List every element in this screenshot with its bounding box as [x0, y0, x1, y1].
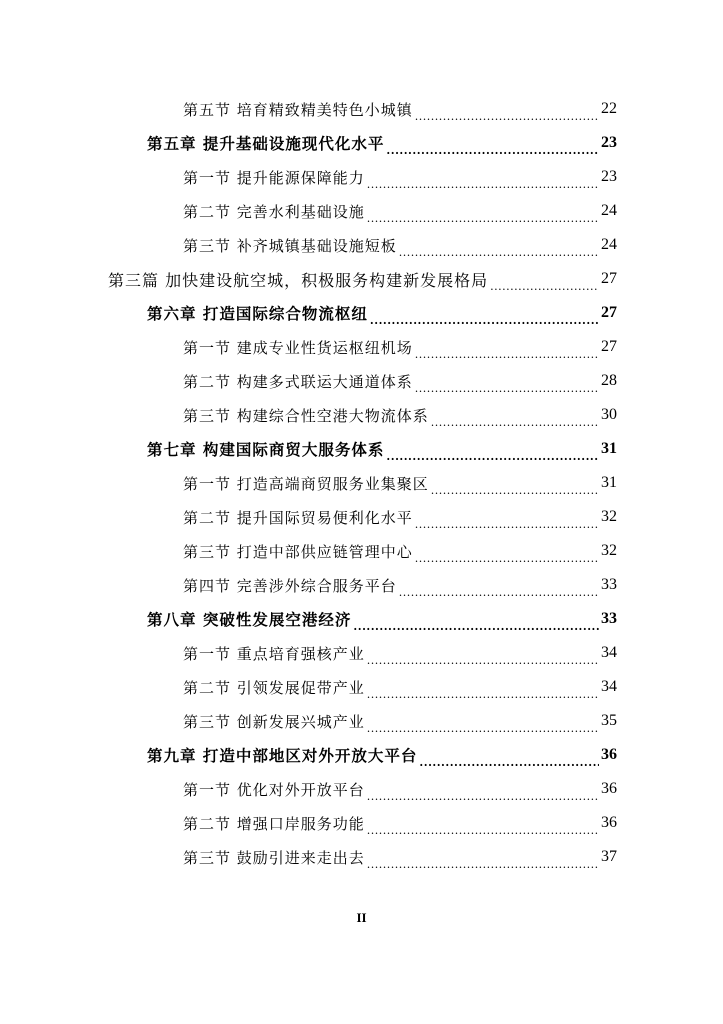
toc-entry[interactable] [147, 738, 617, 772]
toc-row [0, 534, 723, 568]
toc-entry[interactable] [183, 364, 617, 398]
toc-row [0, 296, 723, 330]
dot-leader [431, 422, 599, 432]
toc-entry-page: 23 [601, 134, 617, 151]
dot-leader [367, 660, 599, 670]
page-number: II [356, 910, 367, 925]
toc-entry-page: 28 [601, 372, 617, 389]
toc-entry[interactable] [183, 534, 617, 568]
dot-leader [386, 456, 599, 466]
toc-entry-title: 第二节 提升国际贸易便利化水平 [183, 508, 413, 527]
dot-leader [370, 320, 599, 330]
dot-leader [386, 150, 599, 160]
toc-entry-title: 第九章 打造中部地区对外开放大平台 [147, 746, 418, 765]
toc-entry-page: 33 [601, 610, 617, 627]
toc-entry-title: 第二节 增强口岸服务功能 [183, 814, 365, 833]
toc-entry-page: 32 [601, 508, 617, 525]
dot-leader [367, 864, 599, 874]
toc-entry-title: 第三篇 加快建设航空城，积极服务构建新发展格局 [108, 270, 489, 290]
toc-entry[interactable] [183, 636, 617, 670]
toc-entry-page: 31 [601, 440, 617, 457]
toc-row [0, 500, 723, 534]
toc-entry-page: 36 [601, 814, 617, 831]
toc-entry[interactable] [147, 296, 617, 330]
toc-entry-page: 33 [601, 576, 617, 593]
toc-entry-title: 第二节 构建多式联运大通道体系 [183, 372, 413, 391]
toc-entry[interactable] [183, 194, 617, 228]
toc-row [0, 194, 723, 228]
toc-entry-page: 36 [601, 780, 617, 797]
toc-entry-page: 34 [601, 678, 617, 695]
toc-entry-page: 27 [601, 270, 617, 287]
dot-leader [367, 830, 599, 840]
dot-leader [367, 796, 599, 806]
toc-entry[interactable] [183, 568, 617, 602]
toc-row [0, 738, 723, 772]
toc-row [0, 398, 723, 432]
toc-row [0, 568, 723, 602]
toc-row [0, 330, 723, 364]
toc-entry[interactable] [183, 92, 617, 126]
toc-entry[interactable] [183, 670, 617, 704]
toc-entry-title: 第三节 补齐城镇基础设施短板 [183, 236, 397, 255]
table-of-contents [0, 92, 723, 874]
toc-entry[interactable] [147, 432, 617, 466]
toc-row [0, 466, 723, 500]
toc-entry-page: 27 [601, 338, 617, 355]
dot-leader [399, 252, 599, 262]
toc-entry-page: 36 [601, 746, 617, 763]
toc-entry-title: 第一节 打造高端商贸服务业集聚区 [183, 474, 429, 493]
dot-leader [415, 524, 599, 534]
dot-leader [353, 626, 599, 636]
toc-row [0, 636, 723, 670]
toc-entry-page: 23 [601, 168, 617, 185]
toc-row [0, 670, 723, 704]
toc-entry[interactable] [183, 806, 617, 840]
toc-row [0, 126, 723, 160]
toc-entry-page: 31 [601, 474, 617, 491]
toc-row [0, 228, 723, 262]
toc-entry-page: 24 [601, 236, 617, 253]
toc-entry-page: 32 [601, 542, 617, 559]
toc-entry[interactable] [183, 500, 617, 534]
dot-leader [367, 694, 599, 704]
dot-leader [415, 388, 599, 398]
toc-entry-title: 第五节 培育精致精美特色小城镇 [183, 100, 413, 119]
toc-entry-title: 第二节 引领发展促带产业 [183, 678, 365, 697]
dot-leader [367, 218, 599, 228]
toc-row [0, 704, 723, 738]
toc-entry-page: 37 [601, 848, 617, 865]
toc-entry-title: 第四节 完善涉外综合服务平台 [183, 576, 397, 595]
toc-entry-page: 35 [601, 712, 617, 729]
dot-leader [415, 116, 599, 126]
toc-entry-title: 第三节 打造中部供应链管理中心 [183, 542, 413, 561]
toc-entry-title: 第一节 重点培育强核产业 [183, 644, 365, 663]
toc-row [0, 432, 723, 466]
dot-leader [415, 558, 599, 568]
dot-leader [367, 184, 599, 194]
toc-entry-title: 第七章 构建国际商贸大服务体系 [147, 440, 385, 459]
toc-entry[interactable] [183, 840, 617, 874]
toc-entry-page: 22 [601, 100, 617, 117]
toc-entry-title: 第六章 打造国际综合物流枢纽 [147, 304, 368, 323]
toc-entry[interactable] [183, 398, 617, 432]
toc-row [0, 772, 723, 806]
toc-entry-title: 第八章 突破性发展空港经济 [147, 610, 352, 629]
toc-entry[interactable] [183, 228, 617, 262]
toc-row [0, 262, 723, 296]
toc-entry-page: 27 [601, 304, 617, 321]
dot-leader [415, 354, 599, 364]
toc-entry[interactable] [183, 330, 617, 364]
toc-entry[interactable] [108, 262, 617, 296]
dot-leader [431, 490, 599, 500]
toc-entry[interactable] [147, 602, 617, 636]
toc-entry-page: 34 [601, 644, 617, 661]
toc-row [0, 92, 723, 126]
toc-entry-page: 24 [601, 202, 617, 219]
toc-row [0, 602, 723, 636]
toc-entry-title: 第三节 鼓励引进来走出去 [183, 848, 365, 867]
toc-entry[interactable] [147, 126, 617, 160]
toc-entry-title: 第一节 优化对外开放平台 [183, 780, 365, 799]
dot-leader [367, 728, 599, 738]
toc-entry-title: 第三节 构建综合性空港大物流体系 [183, 406, 429, 425]
toc-entry-title: 第一节 提升能源保障能力 [183, 168, 365, 187]
toc-entry[interactable] [183, 160, 617, 194]
toc-entry-title: 第二节 完善水利基础设施 [183, 202, 365, 221]
toc-entry[interactable] [183, 772, 617, 806]
toc-entry[interactable] [183, 466, 617, 500]
toc-row [0, 806, 723, 840]
dot-leader [399, 592, 599, 602]
dot-leader [419, 762, 599, 772]
toc-row [0, 364, 723, 398]
dot-leader [490, 286, 599, 296]
toc-entry-title: 第一节 建成专业性货运枢纽机场 [183, 338, 413, 357]
toc-row [0, 160, 723, 194]
toc-entry-title: 第三节 创新发展兴城产业 [183, 712, 365, 731]
toc-entry-title: 第五章 提升基础设施现代化水平 [147, 134, 385, 153]
toc-entry-page: 30 [601, 406, 617, 423]
toc-entry[interactable] [183, 704, 617, 738]
toc-row [0, 840, 723, 874]
